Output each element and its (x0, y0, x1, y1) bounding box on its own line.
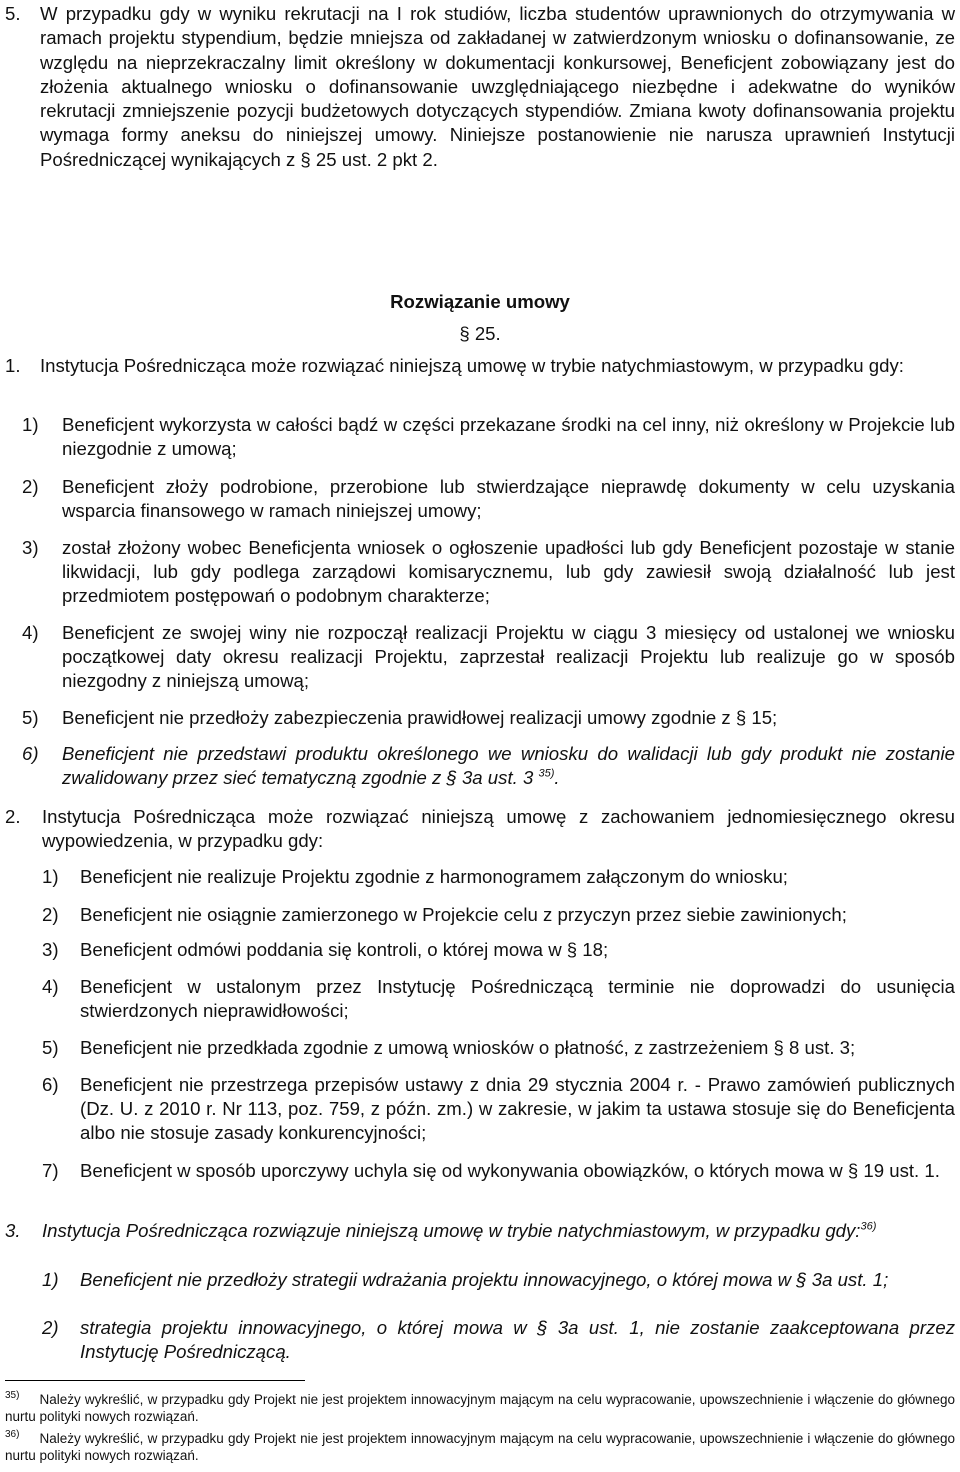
p1-intro: Instytucja Pośrednicząca może rozwiązać niniejszą umowę w trybie natychmiastowym, w przypadku gdy: (40, 355, 904, 376)
point-5-number: 5. (5, 3, 21, 24)
p3-item-2-number: 2) (42, 1317, 59, 1338)
p2-item-2-text: Beneficjent nie osiągnie zamierzonego w Projekcie celu z przyczyn przez siebie zawinionych; (80, 904, 847, 925)
p3-item-1-text: Beneficjent nie przedłoży strategii wdrażania projektu innowacyjnego, o której mowa w § 3a ust. 1; (80, 1269, 889, 1290)
footnote-36-text: Należy wykreślić, w przypadku gdy Projekt nie jest projektem innowacyjnym mającym na celu wypracowanie, upowszechnienie i włączenie do głównego nurtu polityki nowych rozwiązań. (5, 1431, 955, 1463)
p2-item-6-number: 6) (42, 1074, 59, 1095)
point-5-text: W przypadku gdy w wyniku rekrutacji na I rok studiów, liczba studentów uprawnionych do otrzymywania w ramach projektu stypendium, będzie mniejsza od zakładanej w zatwierdzonym wniosku o dofinansowanie, ze względu na nieprzekraczalny limit określony w dokumentacji konkursowej, Beneficjent zobowiązany jest do złożenia aktualnego wniosku o dofinansowanie uwzględniającego niezbędne i adekwatne do wyników rekrutacji zmniejszenie pozycji budżetowych dotyczących stypendiów. Zmiana kwoty dofinansowania projektu wymaga formy aneksu do niniejszej umowy. Niniejsze postanowienie nie narusza uprawnień Instytucji Pośredniczącej wynikających z § 25 ust. 2 pkt 2. (40, 3, 955, 170)
p3-item-2-text: strategia projektu innowacyjnego, o której mowa w § 3a ust. 1, nie zostanie zaakceptowana przez Instytucję Pośredniczącą. (80, 1317, 955, 1362)
p1-item-3-text: został złożony wobec Beneficjenta wniosek o ogłoszenie upadłości lub gdy Beneficjent pozostaje w stanie likwidacji, lub gdy podlega zarządowi komisarycznemu, lub gdy zawiesił swoją działalność lub jest przedmiotem postępowań o podobnym charakterze; (62, 537, 955, 606)
p2-item-1-number: 1) (42, 866, 59, 887)
section-title: Rozwiązanie umowy (390, 291, 570, 312)
p1-item-3-number: 3) (22, 537, 39, 558)
p2-item-1-text: Beneficjent nie realizuje Projektu zgodnie z harmonogramem załączonym do wniosku; (80, 866, 788, 887)
p3-number: 3. (5, 1220, 21, 1241)
p2-item-7-text: Beneficjent w sposób uporczywy uchyla się od wykonywania obowiązków, o których mowa w § 19 ust. 1. (80, 1160, 940, 1181)
p2-item-7-number: 7) (42, 1160, 59, 1181)
p1-item-4-number: 4) (22, 622, 39, 643)
p1-number: 1. (5, 355, 21, 376)
p1-item-1-text: Beneficjent wykorzysta w całości bądź w części przekazane środki na cel inny, niż określony w Projekcie lub niezgodnie z umową; (62, 414, 955, 459)
p2-intro: Instytucja Pośrednicząca może rozwiązać niniejszą umowę z zachowaniem jednomiesięcznego okresu wypowiedzenia, w przypadku gdy: (42, 806, 955, 851)
p2-item-4-text: Beneficjent w ustalonym przez Instytucję Pośredniczącą terminie nie doprowadzi do usunięcia stwierdzonych nieprawidłowości; (80, 976, 955, 1021)
p2-item-5-text: Beneficjent nie przedkłada zgodnie z umową wniosków o płatność, z zastrzeżeniem § 8 ust. 3; (80, 1037, 856, 1058)
footnote-separator (5, 1380, 305, 1381)
paragraph-number: § 25. (459, 323, 501, 344)
p2-item-2-number: 2) (42, 904, 59, 925)
p2-number: 2. (5, 806, 21, 827)
p3-item-1-number: 1) (42, 1269, 59, 1290)
p2-item-3-text: Beneficjent odmówi poddania się kontroli, o której mowa w § 18; (80, 939, 609, 960)
p1-item-2-number: 2) (22, 476, 39, 497)
p1-item-6-end: . (554, 767, 560, 788)
p1-item-6-text (62, 742, 955, 790)
footnote-ref-36[interactable]: 36) (860, 1220, 877, 1233)
footnote-35-text: Należy wykreślić, w przypadku gdy Projekt nie jest projektem innowacyjnym mającym na celu wypracowanie, upowszechnienie i włączenie do głównego nurtu polityki nowych rozwiązań. (5, 1392, 955, 1424)
p1-item-4-text: Beneficjent ze swojej winy nie rozpoczął realizacji Projektu w ciągu 3 miesięcy od ustalonej we wniosku początkowej daty okresu realizacji Projektu, zaprzestał realizacji Projektu lub realizuje go w sposób niezgodny z niniejszą umową; (62, 622, 955, 691)
footnote-36-mark: 36) (5, 1429, 20, 1440)
p1-item-5-number: 5) (22, 707, 39, 728)
footnote-36 (5, 1430, 955, 1464)
p3-intro (42, 1219, 955, 1243)
footnote-ref-35[interactable]: 35) (538, 767, 555, 780)
p1-item-2-text: Beneficjent złoży podrobione, przerobione lub stwierdzające nieprawdę dokumenty w celu uzyskania wsparcia finansowego w ramach niniejszej umowy; (62, 476, 955, 521)
footnote-35-mark: 35) (5, 1390, 20, 1401)
p2-item-3-number: 3) (42, 939, 59, 960)
p2-item-5-number: 5) (42, 1037, 59, 1058)
p1-item-6-body: Beneficjent nie przedstawi produktu określonego we wniosku do walidacji lub gdy produkt nie zostanie zwalidowany przez sieć tematyczną zgodnie z § 3a ust. 3 (62, 743, 955, 788)
p3-intro-text: Instytucja Pośrednicząca rozwiązuje niniejszą umowę w trybie natychmiastowym, w przypadku gdy: (42, 1220, 861, 1241)
p1-item-5-text: Beneficjent nie przedłoży zabezpieczenia prawidłowej realizacji umowy zgodnie z § 15; (62, 707, 778, 728)
p1-item-1-number: 1) (22, 414, 39, 435)
p2-item-4-number: 4) (42, 976, 59, 997)
p1-item-6-number: 6) (22, 743, 39, 764)
footnote-35 (5, 1391, 955, 1425)
p2-item-6-text: Beneficjent nie przestrzega przepisów ustawy z dnia 29 stycznia 2004 r. - Prawo zamówień publicznych (Dz. U. z 2010 r. Nr 113, poz. 759, z późn. zm.) w zakresie, w jakim ta ustawa stosuje się do Beneficjenta albo nie stosuje zasady konkurencyjności; (80, 1074, 955, 1143)
